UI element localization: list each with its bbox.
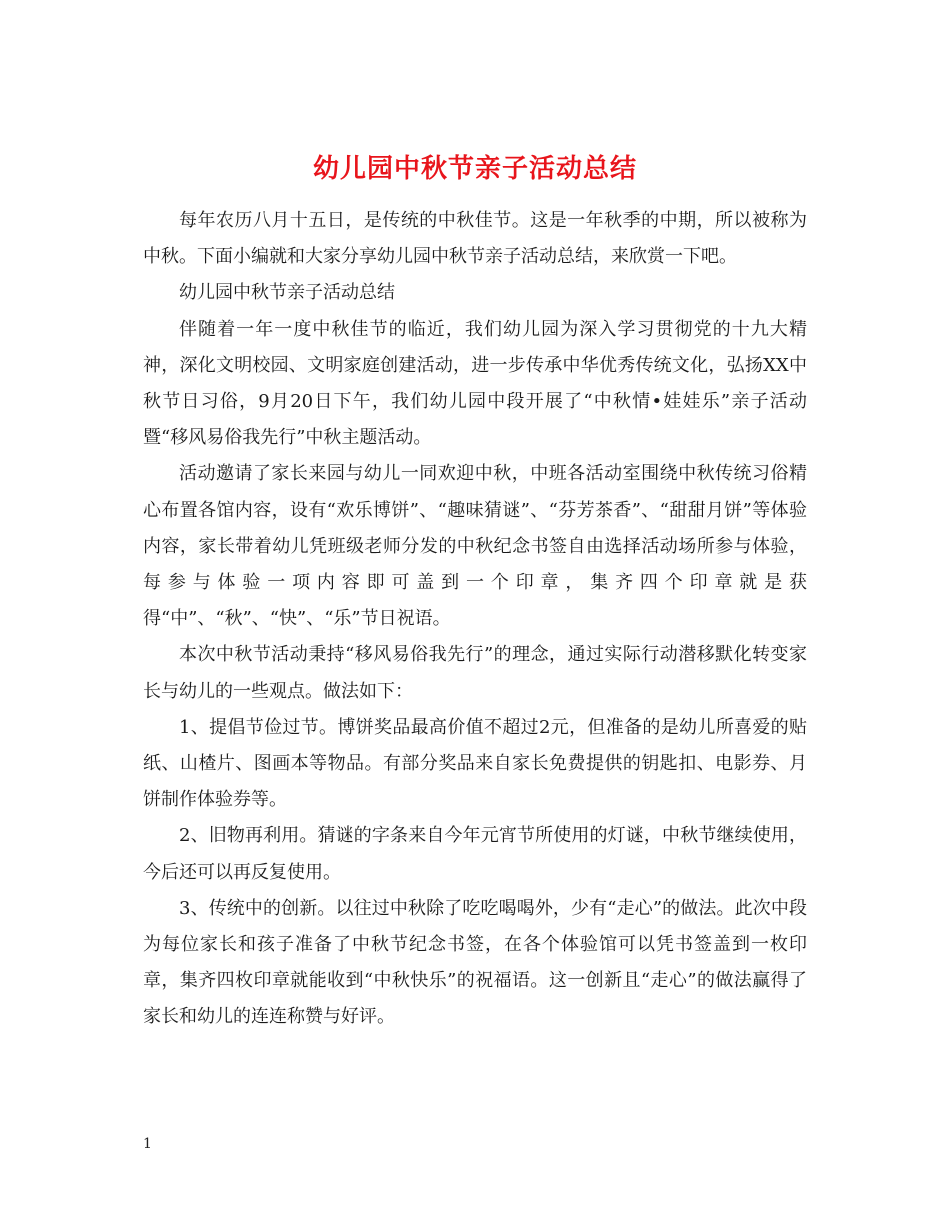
paragraph-subtitle: 幼儿园中秋节亲子活动总结 [179, 282, 395, 304]
paragraph-point-2: 2、旧物再利用。猜谜的字条来自今年元宵节所使用的灯谜，中秋节继续使用，今后还可以再反复使用。 [143, 825, 807, 883]
paragraph-point-3: 3、传统中的创新。以往过中秋除了吃吃喝喝外，少有“走心”的做法。此次中段为每位家长和孩子准备了中秋节纪念书签，在各个体验馆可以凭书签盖到一枚印章，集齐四枚印章就能收到“中秋快乐”的祝福语。这一创新且“走心”的做法赢得了家长和幼儿的连连称赞与好评。 [143, 897, 807, 1028]
paragraph-point-1: 1、提倡节俭过节。博饼奖品最高价值不超过2元，但准备的是幼儿所喜爱的贴纸、山楂片、图画本等物品。有部分奖品来自家长免费提供的钥匙扣、电影券、月饼制作体验券等。 [143, 716, 807, 811]
page-number: 1 [143, 1136, 152, 1152]
paragraph-background: 伴随着一年一度中秋佳节的临近，我们幼儿园为深入学习贯彻党的十九大精神，深化文明校园、文明家庭创建活动，进一步传承中华优秀传统文化，弘扬XX中秋节日习俗，9月20日下午，我们幼儿园中段开展了“中秋情•娃娃乐”亲子活动暨“移风易俗我先行”中秋主题活动。 [143, 318, 807, 449]
paragraph-intro: 每年农历八月十五日，是传统的中秋佳节。这是一年秋季的中期，所以被称为中秋。下面小编就和大家分享幼儿园中秋节亲子活动总结，来欣赏一下吧。 [143, 210, 807, 268]
document-body [143, 203, 807, 1036]
document-title: 幼儿园中秋节亲子活动总结 [312, 154, 637, 185]
paragraph-activity: 活动邀请了家长来园与幼儿一同欢迎中秋，中班各活动室围绕中秋传统习俗精心布置各馆内容，设有“欢乐博饼”、“趣味猜谜”、“芬芳茶香”、“甜甜月饼”等体验内容，家长带着幼儿凭班级老师分发的中秋纪念书签自由选择活动场所参与体验，每参与体验一项内容即可盖到一个印章，集齐四个印章就是获得“中”、“秋”、“快”、“乐”节日祝语。 [143, 463, 807, 630]
paragraph-philosophy: 本次中秋节活动秉持“移风易俗我先行”的理念，通过实际行动潜移默化转变家长与幼儿的一些观点。做法如下： [143, 644, 807, 702]
